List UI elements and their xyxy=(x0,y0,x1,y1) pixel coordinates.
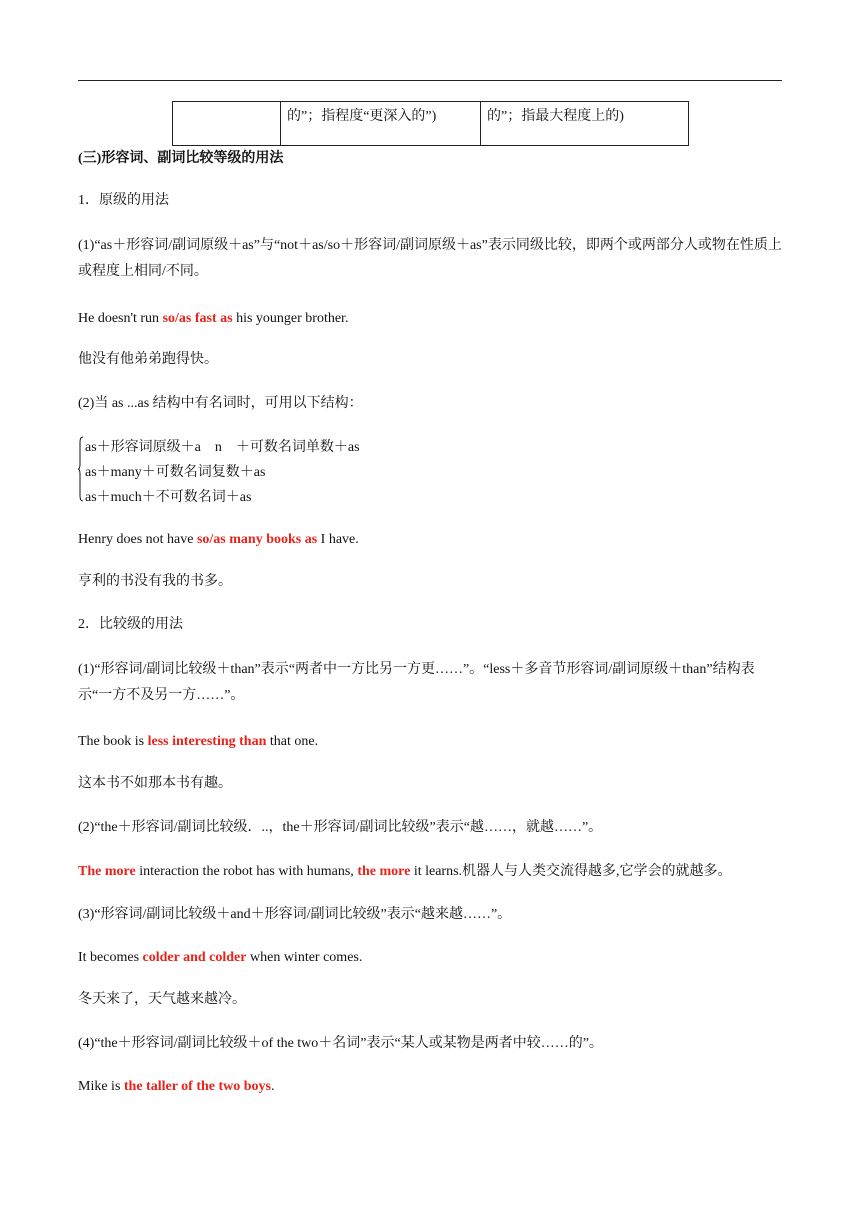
header-rule xyxy=(78,80,782,81)
section-heading: (三)形容词、副词比较等级的用法 xyxy=(78,151,284,166)
example-sentence xyxy=(78,729,784,755)
example-text: He doesn't run xyxy=(78,311,163,326)
example-text: that one. xyxy=(266,734,319,749)
example-text: interaction the robot has with humans, xyxy=(135,864,358,879)
paragraph: (2)当 as ...as 结构中有名词时，可用以下结构： xyxy=(78,396,363,411)
highlight-text: the taller of the two boys xyxy=(123,1079,271,1094)
paragraph: (2)“the＋形容词/副词比较级．..，the＋形容词/副词比较级”表示“越……，就越……”。 xyxy=(78,820,603,835)
subsection-title: 2．比较级的用法 xyxy=(78,617,183,632)
example-text: Henry does not have xyxy=(78,532,197,547)
example-text: It becomes xyxy=(78,950,143,965)
table-row xyxy=(173,102,689,146)
paragraph: (4)“the＋形容词/副词比较级＋of the two＋名词”表示“某人或某物是两者中较……的”。 xyxy=(78,1036,603,1051)
highlight-text: so/as many books as xyxy=(196,532,318,547)
list-item: as＋much＋不可数名词＋as xyxy=(85,490,252,505)
translation: 亨利的书没有我的书多。 xyxy=(78,574,232,589)
subsection-title: 1．原级的用法 xyxy=(78,193,169,208)
example-sentence xyxy=(78,306,784,332)
example-text: Mike is xyxy=(78,1079,124,1094)
example-text: it learns.机器人与人类交流得越多,它学会的就越多。 xyxy=(410,864,732,879)
brace-icon xyxy=(78,436,84,502)
example-text: I have. xyxy=(317,532,359,547)
example-text: The book is xyxy=(78,734,148,749)
example-text: . xyxy=(271,1079,275,1094)
paragraph: (1)“as＋形容词/副词原级＋as”与“not＋as/so＋形容词/副词原级＋as”表示同级比较，即两个或两部分人或物在性质上或程度上相同/不同。 xyxy=(78,238,782,279)
highlight-text: colder and colder xyxy=(142,950,247,965)
highlight-text: less interesting than xyxy=(147,734,267,749)
highlight-text: The more xyxy=(78,864,136,879)
example-sentence xyxy=(78,1074,784,1100)
translation: 冬天来了，天气越来越冷。 xyxy=(78,992,246,1007)
table-cell: 的”；指程度“更深入的”) xyxy=(281,102,481,146)
continued-table xyxy=(172,101,689,146)
highlight-text: the more xyxy=(357,864,411,879)
example-sentence xyxy=(78,527,784,553)
structure-list xyxy=(78,436,398,508)
list-item: as＋形容词原级＋a n ＋可数名词单数＋as xyxy=(85,440,360,455)
example-sentence xyxy=(78,859,784,885)
paragraph: (3)“形容词/副词比较级＋and＋形容词/副词比较级”表示“越来越……”。 xyxy=(78,907,512,922)
highlight-text: so/as fast as xyxy=(162,311,233,326)
list-item: as＋many＋可数名词复数＋as xyxy=(85,465,266,480)
table-cell: 的”；指最大程度上的) xyxy=(481,102,689,146)
example-sentence xyxy=(78,945,784,971)
translation: 这本书不如那本书有趣。 xyxy=(78,776,232,791)
paragraph: (1)“形容词/副词比较级＋than”表示“两者中一方比另一方更……”。“less＋多音节形容词/副词原级＋than”结构表示“一方不及另一方……”。 xyxy=(78,662,755,703)
table-cell xyxy=(173,102,281,146)
translation: 他没有他弟弟跑得快。 xyxy=(78,352,218,367)
example-text: his younger brother. xyxy=(232,311,349,326)
example-text: when winter comes. xyxy=(246,950,363,965)
